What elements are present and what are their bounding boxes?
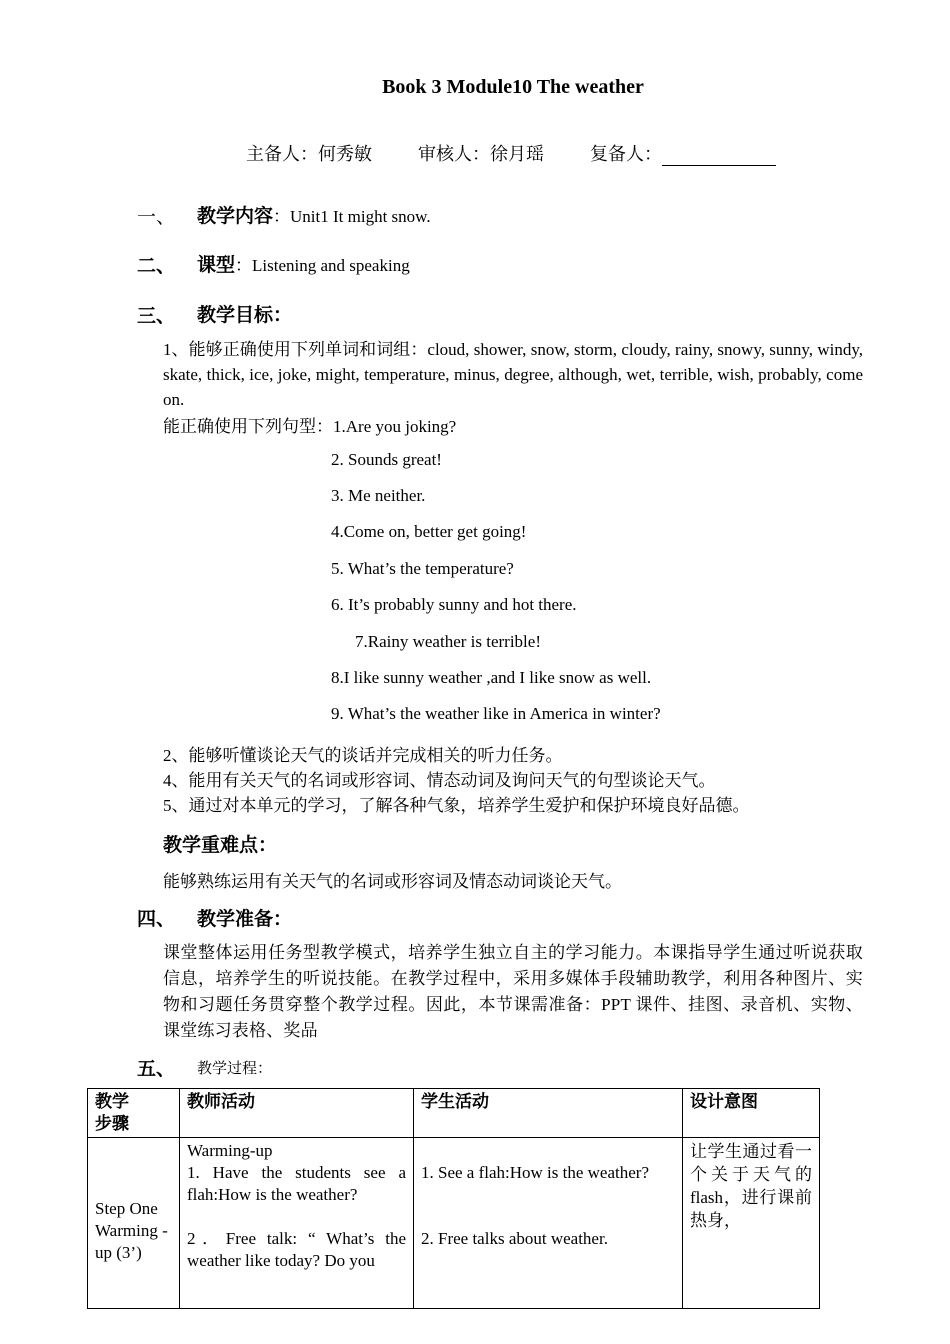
key-points-heading: 教学重难点： [163,835,278,856]
step-cell: Step One Warming -up (3’) [88,1138,180,1309]
section-3-title: 教学目标： [197,305,293,326]
section-1-content: Unit1 It might snow. [290,207,431,226]
header-step: 教学 步骤 [88,1089,180,1138]
key-points-text: 能够熟练运用有关天气的名词或形容词及情态动词谈论天气。 [163,872,622,891]
section-2 [197,250,410,277]
objective-5: 5、通过对本单元的学习，了解各种气象，培养学生爱护和保护环境良好品德。 [163,796,750,815]
objective-4: 4、能用有关天气的名词或形容词、情态动词及询问天气的句型谈论天气。 [163,771,716,790]
sentence-item: 7.Rainy weather is terrible! [355,632,541,651]
preparation-text: 课堂整体运用任务型教学模式，培养学生独立自主的学习能力。本课指导学生通过听说获取信息，培养学生的听说技能。在教学过程中，采用多媒体手段辅助教学，利用各种图片、实物和习题任务贯穿整个教学过程。因此，本节课需准备：PPT 课件、挂图、录音机、实物、课堂练习表格、奖品 [163,943,863,1040]
sentence-item: 2. Sounds great! [331,450,442,469]
sentence-item: 5. What’s the temperature? [331,559,514,578]
section-4-number: 四、 [137,909,176,930]
sentence-item: 8.I like sunny weather ,and I like snow as well. [331,668,652,687]
section-2-content: Listening and speaking [252,256,410,275]
co-preparer-blank [662,147,776,166]
page-title: Book 3 Module10 The weather [382,76,644,98]
teacher-line: 2．Free talk: “ What’s the weather like today? Do you [187,1229,406,1270]
section-5-number: 五、 [137,1059,176,1080]
teacher-line: 1. Have the students see a flah:How is the weather? [187,1163,406,1204]
section-1-sep: ： [273,207,291,226]
sentence-item: 6. It’s probably sunny and hot there. [331,595,577,614]
section-3-number: 三、 [137,306,176,327]
table-row [88,1138,820,1309]
objective-2: 2、能够听懂谈论天气的谈话并完成相关的听力任务。 [163,746,563,765]
design-intent-cell: 让学生通过看一个关于天气的 flash，进行课前热身， [683,1138,820,1309]
section-1-number: 一、 [137,207,176,228]
co-preparer [590,140,776,166]
sentences-intro: 能正确使用下列句型：1.Are you joking? [163,417,457,436]
main-preparer: 主备人：何秀敏 [246,144,372,164]
student-activity-cell [414,1138,683,1309]
section-4-title: 教学准备： [197,909,293,930]
header-intent: 设计意图 [683,1089,820,1138]
sentence-item: 3. Me neither. [331,486,426,505]
header-student: 学生活动 [414,1089,683,1138]
student-line: 2. Free talks about weather. [421,1229,608,1248]
teacher-line: Warming-up [187,1141,273,1160]
section-2-sep: ： [235,256,253,275]
header-teacher: 教师活动 [180,1089,414,1138]
reviewer: 审核人：徐月瑶 [418,144,544,164]
sentence-item: 4.Come on, better get going! [331,522,527,541]
table-header-row [88,1089,820,1138]
objective-vocab: 1、能够正确使用下列单词和词组：cloud, shower, snow, storm, cloudy, rainy, snowy, sunny, windy, skate, thick, ice, joke, might, temperature, minus, degree, although, wet, terrible, wish, probably, come on. [163,340,863,409]
section-2-number: 二、 [137,256,176,277]
sentence-item: 9. What’s the weather like in America in winter? [331,704,661,723]
section-5-title: 教学过程： [197,1061,273,1077]
section-1-title: 教学内容 [197,206,274,227]
co-preparer-label: 复备人： [590,144,662,164]
section-2-title: 课型 [197,255,236,276]
teacher-activity-cell [180,1138,414,1309]
section-1 [197,201,431,228]
teaching-process-table [87,1088,820,1309]
student-line: 1. See a flah:How is the weather? [421,1163,649,1182]
